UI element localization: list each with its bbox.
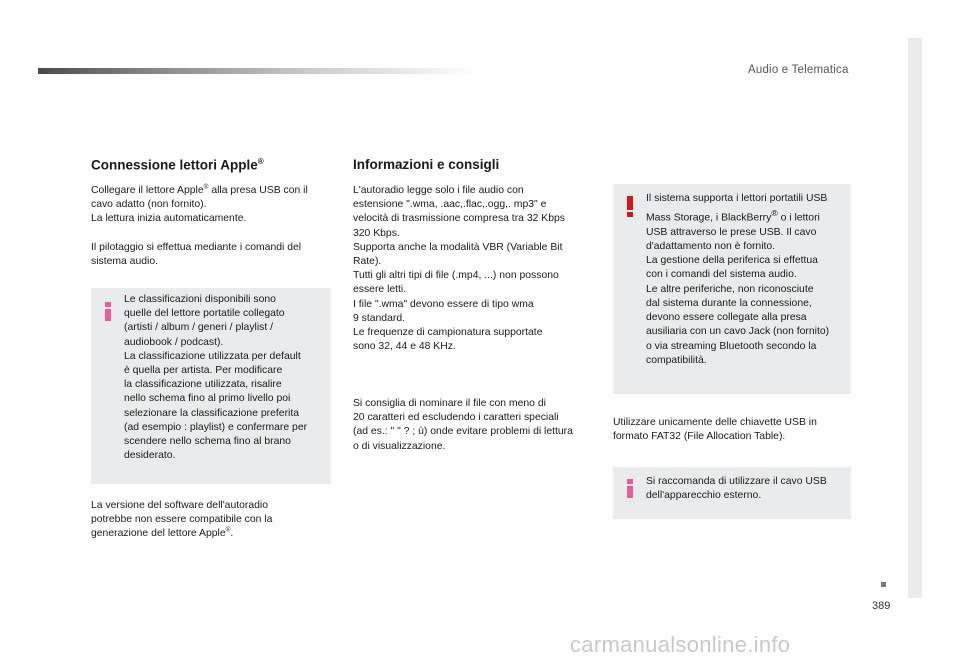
text-line: audiobook / podcast). bbox=[124, 336, 224, 348]
text-line: o di visualizzazione. bbox=[353, 440, 446, 452]
text-line: scendere nello schema fino al brano bbox=[124, 436, 291, 448]
side-margin-strip bbox=[908, 38, 922, 598]
text-line: nello schema fino al primo livello poi bbox=[124, 393, 291, 405]
right-paragraph: Utilizzare unicamente delle chiavette USB in formato FAT32 (File Allocation Table). bbox=[613, 417, 817, 443]
text-line: selezionare la classificazione preferita bbox=[124, 407, 299, 419]
text-line: (ad esempio : playlist) e confermare per bbox=[124, 421, 308, 433]
text-line: Le frequenze di campionatura supportate bbox=[353, 327, 543, 339]
middle-paragraph-2 bbox=[353, 397, 598, 454]
text-line: 9 standard. bbox=[353, 312, 405, 324]
info-box-usb-cable bbox=[613, 467, 851, 519]
text-line: compatibilità. bbox=[646, 354, 707, 366]
text-line: L'autoradio legge solo i file audio con bbox=[353, 185, 524, 196]
info-box-text: Si raccomanda di utilizzare il cavo USB dell'apparecchio esterno. bbox=[646, 476, 827, 502]
text-line: 20 caratteri ed escludendo i caratteri speciali bbox=[353, 412, 559, 424]
page-marker bbox=[881, 582, 886, 587]
section-title: Audio e Telematica bbox=[748, 64, 849, 76]
text-line: essere letti. bbox=[353, 284, 407, 296]
text-line: ausiliaria con un cavo Jack (non fornito) bbox=[646, 326, 830, 338]
text-line: (ad es.: " " ? ; ù) onde evitare problemi di lettura bbox=[353, 426, 573, 438]
text-line: La classificazione utilizzata per default bbox=[124, 350, 301, 362]
text-line: Si consiglia di nominare il file con meno di bbox=[353, 398, 546, 409]
left-paragraph-3: La versione del software dell'autoradio potrebbe non essere compatibile con la generazione del lettore Apple®. bbox=[91, 500, 273, 540]
text-line: con i comandi del sistema audio. bbox=[646, 269, 797, 281]
warning-box-text: Il sistema supporta i lettori portatili USB Mass Storage, i BlackBerry® o i lettori USB attraverso le prese USB. Il cavo d'adattamento non è fornito. La gestione della periferica si effettua con i comandi del sistema audio. Le altre periferiche, non riconosciute dal sistema durante la connessione, devono essere collegate alla presa ausiliaria con un cavo Jack (non fornito) o via streaming Bluetooth secondo la compatibilità. bbox=[646, 192, 851, 368]
text-line: quelle del lettore portatile collegato bbox=[124, 308, 285, 320]
text-line: velocità di trasmissione compresa tra 32 Kbps bbox=[353, 213, 565, 225]
left-paragraph-1: Collegare il lettore Apple® alla presa USB con il cavo adatto (non fornito). La lettura inizia automaticamente. bbox=[91, 183, 308, 225]
info-box-text bbox=[124, 293, 329, 463]
left-paragraph-2: Il pilotaggio si effettua mediante i comandi del sistema audio. bbox=[91, 242, 302, 268]
text-line: La gestione della periferica si effettua bbox=[646, 255, 818, 267]
info-box-classification bbox=[91, 288, 331, 484]
text-line: USB attraverso le prese USB. Il cavo bbox=[646, 226, 817, 238]
text-line: la classificazione utilizzata, risalire bbox=[124, 379, 282, 391]
text-line: dal sistema durante la connessione, bbox=[646, 297, 812, 309]
text-line: Tutti gli altri tipi di file (.mp4, ...) non possono bbox=[353, 270, 559, 282]
middle-paragraph-1 bbox=[353, 184, 598, 354]
text-line: 320 Kbps. bbox=[353, 227, 400, 239]
text-line: è quella per artista. Per modificare bbox=[124, 365, 283, 377]
text-line: I file ".wma" devono essere di tipo wma bbox=[353, 298, 534, 310]
warning-box-usb bbox=[613, 184, 851, 394]
text-line: Rate). bbox=[353, 256, 382, 268]
watermark: carmanualsonline.info bbox=[570, 632, 791, 657]
text-line: (artisti / album / generi / playlist / bbox=[124, 322, 273, 334]
text-line: o via streaming Bluetooth secondo la bbox=[646, 340, 817, 352]
text-line: devono essere collegate alla presa bbox=[646, 312, 807, 324]
middle-heading: Informazioni e consigli bbox=[353, 157, 500, 172]
page-number: 389 bbox=[872, 600, 891, 612]
text-line: d'adattamento non è fornito. bbox=[646, 241, 776, 253]
header-gradient-bar bbox=[38, 68, 478, 74]
text-line: Le classificazioni disponibili sono bbox=[124, 294, 276, 305]
text-line: Supporta anche la modalità VBR (Variable Bit bbox=[353, 241, 563, 253]
text-line: Le altre periferiche, non riconosciute bbox=[646, 283, 814, 295]
text-line: estensione ".wma, .aac,.flac,.ogg,. mp3" e bbox=[353, 199, 547, 211]
left-heading: Connessione lettori Apple® bbox=[91, 157, 264, 173]
text-line: desiderato. bbox=[124, 450, 176, 462]
text-line: sono 32, 44 e 48 KHz. bbox=[353, 341, 456, 353]
